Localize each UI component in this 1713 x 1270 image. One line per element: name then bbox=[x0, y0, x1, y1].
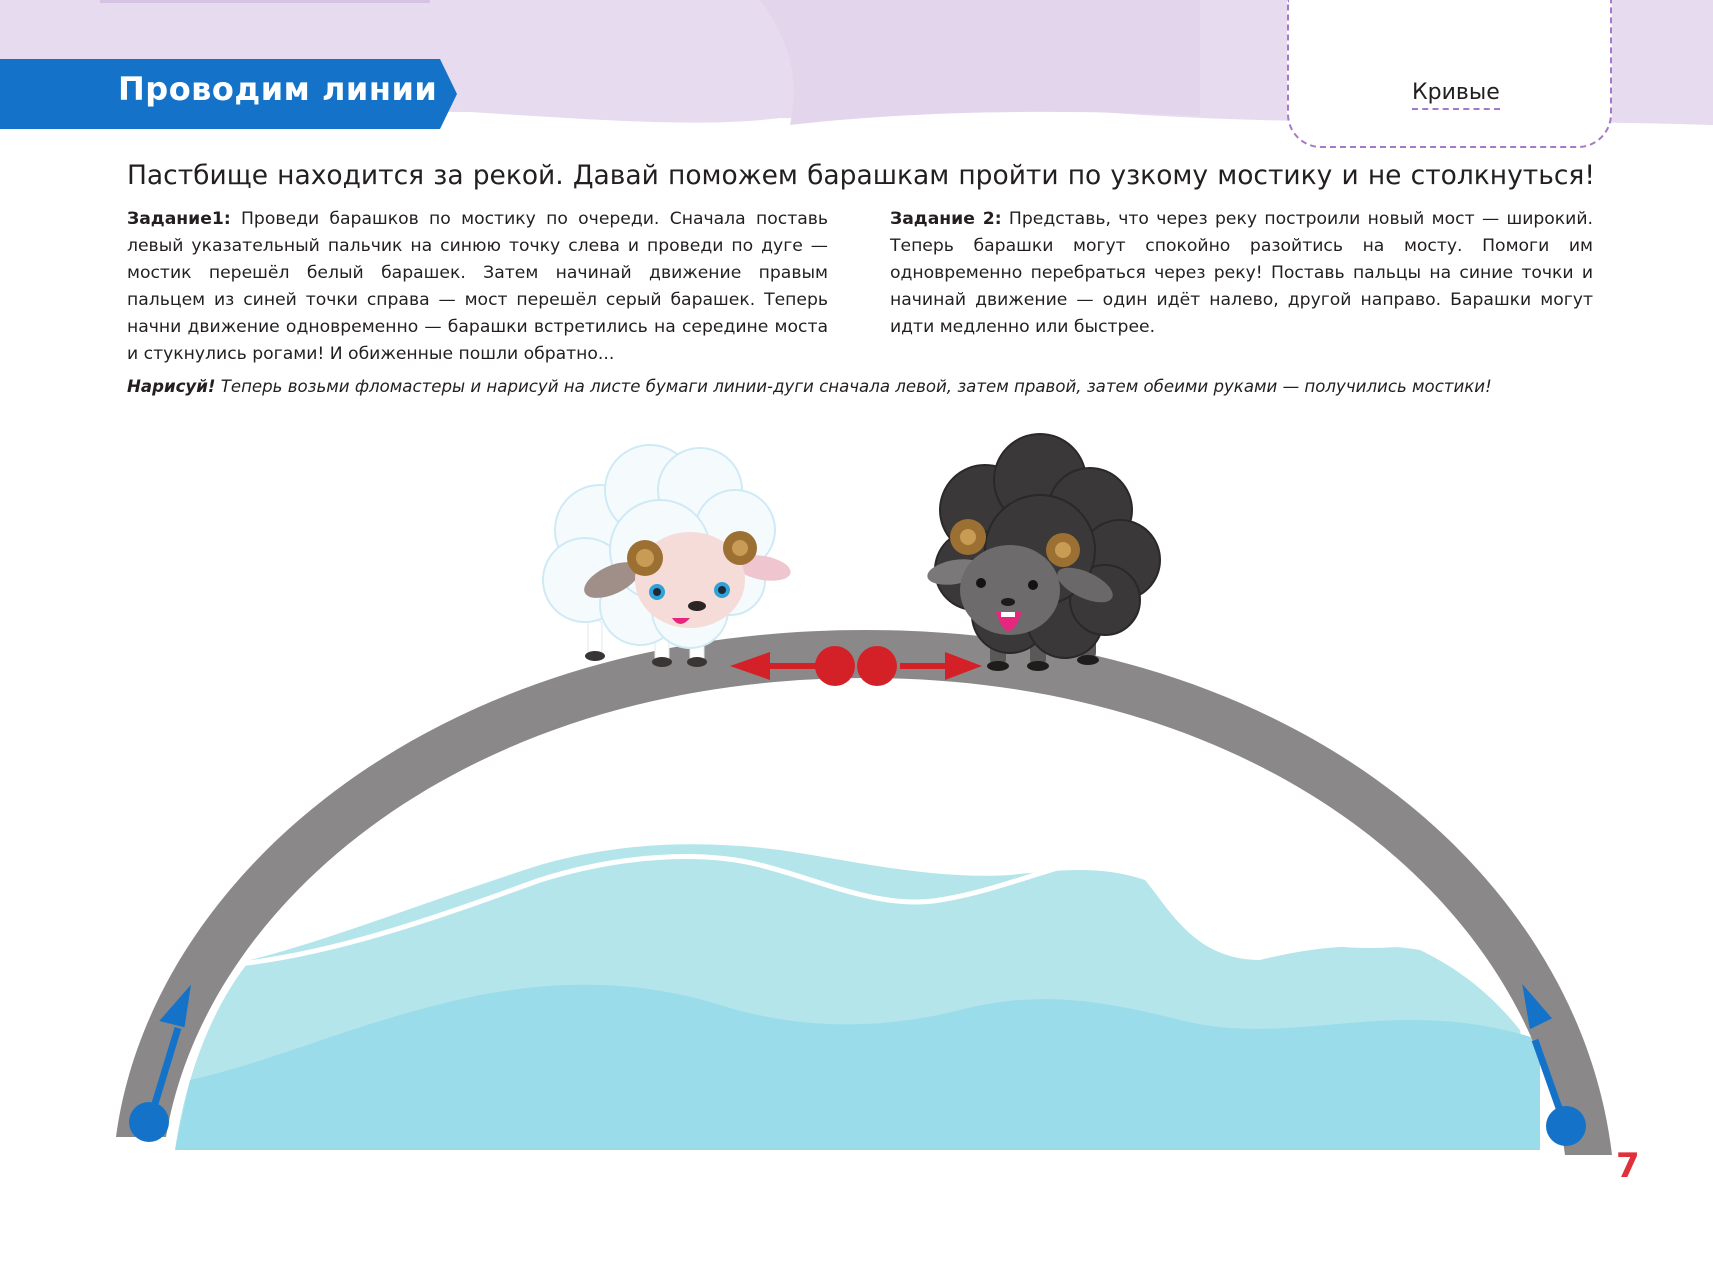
section-label: Кривые bbox=[1412, 80, 1500, 110]
task-1-label: Задание1: bbox=[127, 209, 231, 229]
river bbox=[175, 844, 1540, 1150]
page-title: Проводим линии bbox=[118, 70, 438, 108]
section-box bbox=[1287, 0, 1612, 148]
page-number: 7 bbox=[1616, 1146, 1640, 1186]
draw-note-text: Теперь возьми фломастеры и нарисуй на листе бумаги линии-дуги сначала левой, затем правой, затем обеими руками — получились мостики! bbox=[215, 377, 1492, 396]
task-2-text: Представь, что через реку построили новый мост — широкий. Теперь барашки могут спокойно разойтись на мосту. Помоги им одновременно перебраться через реку! Поставь пальцы на синие точки и начинай движение — один идёт налево, другой направо. Барашки могут идти медленно или быстрее. bbox=[890, 209, 1593, 337]
start-dot-icon[interactable] bbox=[129, 1102, 169, 1142]
white-sheep-icon bbox=[543, 445, 793, 667]
intro-text: Пастбище находится за рекой. Давай поможем барашкам пройти по узкому мостику и не столкнуться! bbox=[127, 160, 1595, 191]
task-1-text: Проведи барашков по мостику по очереди. Сначала поставь левый указательный пальчик на синюю точку слева и проведи по дуге — мостик перешёл белый барашек. Затем начинай движение правым пальцем из синей точки справа — мост перешёл серый барашек. Теперь начни движение одновременно — барашки встретились на середине моста и стукнулись рогами! И обиженные пошли обратно... bbox=[127, 209, 828, 364]
draw-note-label: Нарисуй! bbox=[127, 377, 216, 396]
bridge-illustration bbox=[0, 380, 1713, 1270]
task-2 bbox=[890, 206, 1593, 341]
task-1 bbox=[127, 206, 828, 368]
task-2-label: Задание 2: bbox=[890, 209, 1002, 229]
start-dot-icon[interactable] bbox=[1546, 1106, 1586, 1146]
